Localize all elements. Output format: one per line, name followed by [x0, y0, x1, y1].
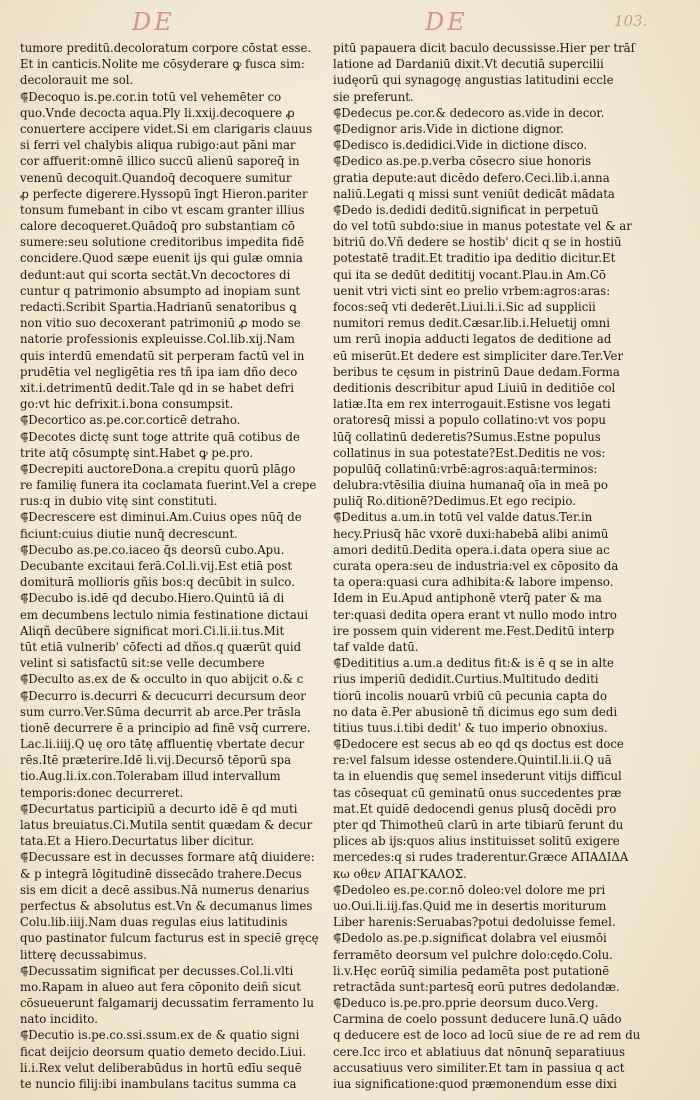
text-line: tas cōsequat cū geminatū onus succedentes præ: [333, 785, 622, 800]
text-line: mat.Et quidē dedocendi genus plusq̄ docēdi pro: [333, 801, 617, 816]
text-line: cōsueuerunt falgamarij decussatim ferramento lu: [20, 996, 315, 1011]
text-line: temporis:donec decurreret.: [20, 785, 184, 800]
text-line: ta opera:quasi cura adhibita:& labore impenso.: [333, 575, 614, 590]
text-line: ferramēto deorsum vel pulchre dolo:cędo.Colu.: [333, 947, 613, 962]
text-line: rus:q in dubio vitę sint constituti.: [20, 494, 218, 509]
text-line: Et in canticis.Nolite me cōsyderare ꝙ fusca sim:: [20, 57, 305, 72]
text-line: oratoresq̄ missi a populo collatino:vt vos popu: [333, 413, 606, 428]
text-line: sie preferunt.: [333, 89, 414, 104]
text-line: Idem in Eu.Apud antiphonē vterq̄ pater & ma: [333, 591, 602, 606]
text-line: cor affuerit:omnē illico succū alienū saporeq̄ in: [20, 154, 300, 169]
text-line: numitori remus dedit.Cæsar.lib.i.Heluetij omni: [333, 316, 610, 331]
text-line: tata.Et a Hiero.Decurtatus liber dicitur.: [20, 834, 255, 849]
text-line: Colu.lib.iiij.Nam duas regulas eius latitudinis: [20, 915, 288, 930]
text-line: re familię funera ita coclamata fuerint.Vel a crepe: [20, 478, 317, 493]
text-line: Liber harenis:Seruabas?potui dedoluisse femel.: [333, 915, 616, 930]
text-line: li.v.Hęc eorūq̄ similia pedamēta post putationē: [333, 963, 610, 978]
text-line: ta in eluendis quę semel insederunt vitijs difficul: [333, 769, 622, 784]
text-line: ⸿Decurro is.decurri & decucurri decursum deor: [20, 688, 306, 703]
text-line: sis em dicit a decē assibus.Nā numerus denarius: [20, 882, 310, 897]
text-line: ficat deijcio deorsum quatio demeto decido.Liui.: [20, 1044, 307, 1059]
text-line: amori deditū.Dedita opera.i.data opera siue ac: [333, 542, 610, 557]
text-line: pitū papauera dicit baculo decussisse.Hier per trāſ: [333, 41, 635, 55]
text-line: ⸿Decoquo is.pe.cor.in totū vel vehemēter co: [20, 89, 282, 104]
text-line: beribus te cęsum in pistrinū Daue dedam.Forma: [333, 364, 620, 379]
text-line: tiorū incolis nouarū vrbiū cū pecunia capta do: [333, 688, 607, 703]
text-line: collatinus in sua potestate?Est.Deditis ne vos:: [333, 445, 606, 460]
text-line: domiturā mollioris gñis bos:q decūbit in sulco.: [20, 575, 295, 590]
text-line: non vitio suo decoxerant patrimoniū ꝓ modo se: [20, 316, 301, 331]
text-line: mo.Rapam in alueo aut fera cōponito deiñ sicut: [20, 979, 301, 994]
text-line: & p integrā lōgitudinē dissecādo trahere.Decus: [20, 866, 302, 881]
text-line: hecy.Priusq̄ hāc vxorē duxi:habebā alibi animū: [333, 526, 609, 541]
text-line: em decumbens lectulo nimia festinatione dictaui: [20, 607, 309, 622]
left-column: [20, 40, 320, 1092]
text-line: κω οθεν ΑΠΑΓΚΑΛΟΣ.: [333, 866, 467, 881]
text-line: eū miserūt.Et dedere est simpliciter dare.Ter.Ver: [333, 348, 624, 363]
text-line: ire possem quin viderent me.Fest.Deditū interp: [333, 623, 615, 638]
text-line: ⸿Decrescere est diminui.Am.Cuius opes nūq̄ de: [20, 510, 302, 525]
text-line: curata opera:seu de industria:vel ex cōposito da: [333, 559, 619, 573]
text-line: plices ab ijs:quos alius instituisset solitū exigere: [333, 834, 620, 849]
text-line: perfectus & absolutus est.Vn & decumanus limes: [20, 898, 313, 913]
text-line: accusatiuus vero similiter.Et tam in passiua q act: [333, 1060, 625, 1075]
text-line: uenit vtri victi sint eo prelio vrbem:agros:aras:: [333, 283, 611, 298]
text-line: mercedes:q si rudes traderentur.Græce ΑΠΑΔΙΔΑ: [333, 850, 629, 865]
text-line: conuertere accipere videt.Si em clarigaris clauus: [20, 121, 313, 136]
text-line: lūq̄ collatinū dederetis?Sumus.Estne populus: [333, 429, 601, 444]
text-line: q deducere est de loco ad locū siue de re ad rem du: [333, 1028, 641, 1043]
running-head-right: DE: [425, 8, 468, 36]
text-line: ⸿Decortico as.pe.cor.corticē detraho.: [20, 413, 241, 428]
text-line: dedunt:aut qui scorta sectāt.Vn decoctores di: [20, 267, 291, 282]
text-line: quis interdū emendatū sit perperam factū vel in: [20, 348, 305, 363]
text-line: ⸿Decotes dictę sunt toge attrite quā cotibus de: [20, 429, 300, 444]
text-line: do vel totū subdo:siue in manus potestate vel & ar: [333, 219, 632, 234]
text-line: retractāda sunt:partesq̄ eorū putres dedolandæ.: [333, 979, 620, 994]
text-line: ⸿Decubo is.idē qd decubo.Hiero.Quintū iā di: [20, 591, 285, 606]
text-line: ⸿Dedititius a.um.a deditus fit:& is ē q se in alte: [333, 656, 614, 671]
text-line: iua significatione:quod præmonendum esse dixi: [333, 1077, 617, 1091]
text-line: potestatē tradit.Et traditio ipa deditio dicitur.Et: [333, 251, 616, 266]
text-line: calore decoqueret.Quādoq̄ pro substantiam cō: [20, 219, 295, 234]
text-line: puliq̄ Ro.ditionē?Dedimus.Et ego recipio.: [333, 494, 576, 509]
text-line: Aliqñ decūbere significat mori.Ci.li.ii.tus.Mit: [20, 623, 285, 638]
text-line: focos:seq̄ vti dederēt.Liui.li.i.Sic ad supplicii: [333, 300, 596, 314]
text-line: go:vt hic defrixit.i.bona consumpsit.: [20, 397, 234, 412]
text-line: decolorauit me sol.: [20, 73, 134, 88]
text-line: ter:quasi dedita opera erant vt nullo modo intro: [333, 607, 617, 622]
text-line: ⸿Dedo is.dedidi deditū.significat in perpetuū: [333, 202, 599, 217]
text-line: gratia depute:aut dicēdo defero.Ceci.lib.i.anna: [333, 170, 610, 185]
text-line: ⸿Decussare est in decusses formare atq̄ diuidere:: [20, 850, 315, 865]
text-line: ⸿Deditus a.um.in totū vel valde datus.Ter.in: [333, 510, 593, 525]
text-line: rius imperiū dedidit.Curtius.Multitudo dediti: [333, 672, 599, 687]
text-line: si ferri vel chalybis aliqua rubigo:aut pāni mar: [20, 138, 296, 153]
text-line: latiæ.Ita em rex interrogauit.Estisne vos legati: [333, 397, 611, 412]
text-line: tūt etiā vulnerib' cōfecti ad dños.q quærūt quid: [20, 639, 302, 654]
text-line: concidere.Quod sæpe euenit ijs qui gulæ omnia: [20, 251, 303, 266]
text-line: populūq̄ collatinū:vrbē:agros:aquā:terminos:: [333, 461, 598, 476]
text-line: tionē decurrere ē a principio ad finē vsq̄ currere.: [20, 720, 311, 735]
text-line: tumore preditū.decoloratum corpore cōstat esse.: [20, 41, 312, 55]
text-line: ficiunt:cuius diutie nunq̄ decrescunt.: [20, 526, 238, 541]
text-line: ⸿Deculto as.ex de & occulto in quo abijcit o.& c: [20, 672, 304, 687]
text-line: latus breuiatus.Ci.Mutila sentit quædam & decur: [20, 818, 313, 832]
text-line: re:vel falsum idesse ostendere.Quintil.li.ii.Q uā: [333, 753, 612, 768]
folio-number: 103.: [614, 12, 648, 30]
text-line: natorie professionis expleuisse.Col.lib.xij.Nam: [20, 332, 295, 347]
text-line: Carmina de coelo possunt deducere lunā.Q uādo: [333, 1012, 622, 1027]
text-line: nato incidito.: [20, 1012, 98, 1027]
text-line: sumere:seu solutione creditoribus impedita fidē: [20, 235, 305, 250]
text-line: te nuncio filij:ibi inambulans tacitus summa ca: [20, 1077, 297, 1091]
text-line: taf valde datū.: [333, 639, 419, 654]
text-line: ⸿Decussatim significat per decusses.Col.li.vlti: [20, 963, 294, 978]
text-line: quo pastinator fulcum facturus est in speciē gręcę: [20, 931, 319, 946]
text-line: cuntur q patrimonio absumpto ad inopiam sunt: [20, 283, 301, 298]
text-line: prudētia vel negligētia res tñ ipa iam dño deco: [20, 364, 298, 379]
text-line: rēs.Itē præterire.Idē li.vij.Decursō tēporū spa: [20, 753, 292, 768]
text-line: deditionis describitur apud Liuiū in deditiōe col: [333, 380, 616, 395]
text-line: ⸿Dedolo as.pe.p.significat dolabra vel eiusmōi: [333, 931, 607, 946]
text-line: um rerū inopia adducti legatos de deditione ad: [333, 332, 612, 347]
text-line: Lac.li.iiij.Q uę oro tātę affluentię vbertate decur: [20, 737, 305, 752]
text-line: titius tuus.i.tibi dedit' & tuo imperio obnoxius.: [333, 720, 608, 735]
text-line: ⸿Decubo as.pe.co.iaceo q̄s deorsū cubo.Apu.: [20, 542, 285, 557]
text-line: iudęorū qui synagogę angustias latitudini eccle: [333, 73, 614, 88]
text-line: ⸿Decurtatus participiū a decurto idē ē qd muti: [20, 801, 298, 816]
text-line: tonsum fumebant in cibo vt escam granter illius: [20, 202, 305, 217]
text-line: bitriū do.Vñ dedere se hostib' dicit q se in hostiū: [333, 235, 622, 250]
text-line: litterę decussabimus.: [20, 947, 147, 962]
text-line: redacti.Scribit Spartia.Hadrianū senatoribus ꝗ: [20, 300, 297, 314]
text-line: uo.Oui.li.iij.fas.Quid me in desertis moriturum: [333, 898, 607, 913]
text-line: ⸿Deduco is.pe.pro.pprie deorsum duco.Verg.: [333, 996, 599, 1011]
text-line: ꝓ perfecte digerere.Hyssopū īngt Hieron.pariter: [20, 186, 308, 201]
running-head-left: DE: [132, 8, 175, 36]
text-line: ⸿Dedocere est secus ab eo qd qs doctus est doce: [333, 737, 624, 752]
text-line: ⸿Dedecus pe.cor.& dedecoro as.vide in decor.: [333, 105, 605, 120]
text-line: naliū.Legati q missi sunt veniūt dedicāt mādata: [333, 186, 615, 201]
text-line: latione ad Dardaniū dixit.Vt decutiā supercilii: [333, 57, 604, 72]
text-line: qui ita se dedūt dedititij vocant.Plau.in Am.Cō: [333, 267, 606, 282]
text-line: ⸿Decutio is.pe.co.ssi.ssum.ex de & quatio signi: [20, 1028, 300, 1043]
text-line: velint si satisfactū sit:se velle decumbere: [20, 656, 265, 671]
text-line: quo.Vnde decocta aqua.Ply li.xxij.decoquere ꝓ: [20, 105, 295, 120]
text-line: delubra:vtēsilia diuina humanaq̄ oīa in meā po: [333, 478, 608, 493]
text-line: trite atq̄ cōsumptę sint.Habet ꝙ pe.pro.: [20, 445, 254, 460]
text-line: ⸿Dedico as.pe.p.verba cōsecro siue honoris: [333, 154, 592, 169]
text-line: cere.Icc irco et ablatiuus dat nōnunq̄ separatiuus: [333, 1044, 626, 1059]
text-line: li.i.Rex velut deliberabūdus in hortū edīu sequē: [20, 1060, 302, 1075]
text-line: ⸿Dedisco is.dedidici.Vide in dictione disco.: [333, 138, 588, 153]
text-line: ⸿Decrepiti auctoreDona.a crepitu quorū plāgo: [20, 461, 296, 476]
text-line: Decubante excitaui ferā.Col.li.vij.Est etiā post: [20, 559, 293, 573]
text-line: no data ē.Per abusionē tñ dicimus ego sum dedi: [333, 704, 618, 719]
text-line: pter qd Thimotheū clarū in arte tibiarū ferunt du: [333, 818, 624, 832]
right-column: [333, 40, 643, 1092]
text-line: venenū decoquit.Quandoq̄ decoquere sumitur: [20, 170, 292, 185]
text-line: ⸿Dedignor aris.Vide in dictione dignor.: [333, 121, 564, 136]
text-line: sum curro.Ver.Sūma decurrit ab arce.Per trāsla: [20, 704, 301, 719]
text-line: xit.i.detrimentū dedit.Tale qd in se habet defri: [20, 380, 294, 395]
text-line: ⸿Dedoleo es.pe.cor.nō doleo:vel dolore me pri: [333, 882, 606, 897]
text-line: tio.Aug.li.ix.con.Tolerabam illud intervallum: [20, 769, 281, 784]
